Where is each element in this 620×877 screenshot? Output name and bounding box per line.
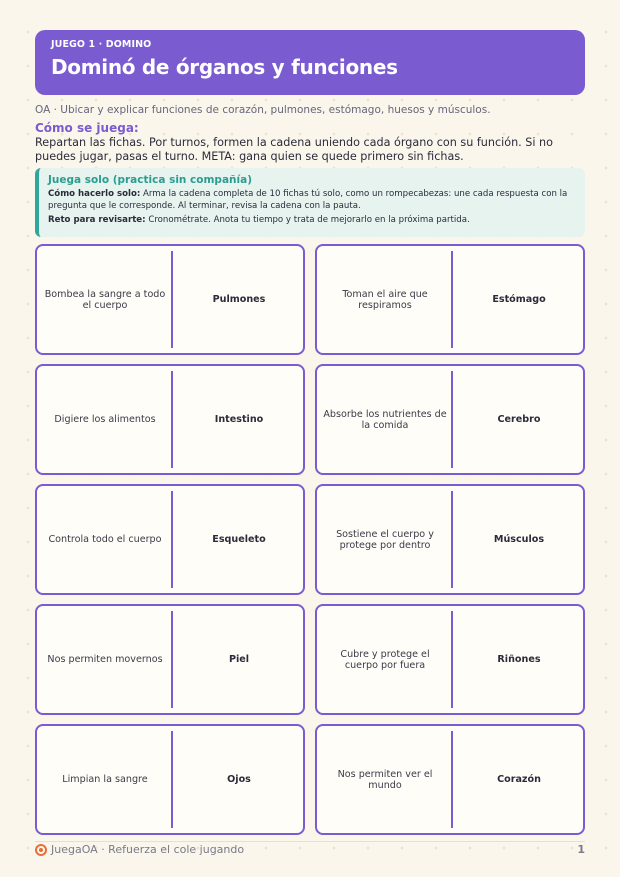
tile-function-text: Controla todo el cuerpo [48, 534, 162, 545]
tile-function-text: Nos permiten ver el mundo [337, 768, 433, 791]
tile-function-text: Digiere los alimentos [54, 414, 156, 425]
solo-challenge-text: Cronométrate. Anota tu tiempo y trata de mejorarlo en la próxima partida. [148, 215, 470, 225]
tile-divider [451, 251, 453, 348]
game-header [35, 30, 585, 95]
tile-divider [171, 731, 173, 828]
domino-tile [35, 724, 305, 835]
tile-organ-text: Riñones [497, 654, 541, 665]
tile-divider [451, 491, 453, 588]
tile-organ-text: Piel [228, 654, 250, 665]
tile-divider [451, 611, 453, 708]
domino-tile [315, 724, 585, 835]
tile-organ-text: Músculos [493, 534, 545, 545]
page-title: Dominó de órganos y funciones [51, 55, 398, 79]
solo-mode-title: Juega solo (practica sin compañía) [48, 174, 252, 186]
tile-divider [451, 371, 453, 468]
tile-organ-text: Ojos [227, 774, 251, 785]
solo-how-line [48, 188, 575, 212]
game-label: JUEGO 1 · DOMINO [51, 39, 152, 50]
domino-tile [35, 484, 305, 595]
how-to-play-title: Cómo se juega: [35, 121, 139, 135]
tile-organ-text: Esqueleto [212, 534, 266, 545]
tile-organ-text: Corazón [497, 774, 541, 785]
domino-tile [35, 364, 305, 475]
domino-tile [315, 244, 585, 355]
tile-function-text: Nos permiten movernos [47, 654, 163, 665]
tile-function-text: Cubre y protege el cuerpo por fuera [340, 648, 430, 671]
domino-tile [315, 484, 585, 595]
domino-tile [35, 244, 305, 355]
tile-organ-text: Cerebro [497, 414, 541, 425]
tile-function-text: Toman el aire que respiramos [342, 288, 428, 311]
solo-challenge-label: Reto para revisarte: [48, 215, 146, 225]
solo-how-text: Arma la cadena completa de 10 fichas tú solo, como un rompecabezas: une cada respuesta con la pregunta que le corresponde. Al terminar, revisa la cadena con la pauta. [48, 189, 568, 211]
tile-divider [451, 731, 453, 828]
solo-mode-box [35, 168, 585, 237]
how-to-play-text: Repartan las fichas. Por turnos, formen la cadena uniendo cada órgano con su función. Si no puedes jugar, pasas el turno. META: gana quien se quede primero sin fichas. [35, 136, 553, 163]
domino-tile [315, 604, 585, 715]
tile-function-text: Bombea la sangre a todo el cuerpo [44, 288, 166, 311]
tile-divider [171, 371, 173, 468]
solo-how-label: Cómo hacerlo solo: [48, 189, 141, 199]
footer-brand: JuegaOA · Refuerza el cole jugando [51, 843, 245, 856]
tile-divider [171, 491, 173, 588]
footer-divider [35, 841, 585, 842]
page-number: 1 [577, 843, 585, 856]
tile-organ-text: Estómago [492, 294, 546, 305]
tile-divider [171, 611, 173, 708]
domino-tile [315, 364, 585, 475]
tile-organ-text: Pulmones [212, 294, 266, 305]
domino-tile [35, 604, 305, 715]
tile-function-text: Limpian la sangre [62, 774, 148, 785]
tile-function-text: Sostiene el cuerpo y protege por dentro [336, 528, 434, 551]
tile-function-text: Absorbe los nutrientes de la comida [323, 408, 447, 431]
target-logo-icon [35, 844, 47, 856]
tile-divider [171, 251, 173, 348]
solo-challenge-line [48, 214, 575, 226]
learning-objective: OA · Ubicar y explicar funciones de corazón, pulmones, estómago, huesos y músculos. [35, 104, 491, 116]
tile-organ-text: Intestino [214, 414, 264, 425]
